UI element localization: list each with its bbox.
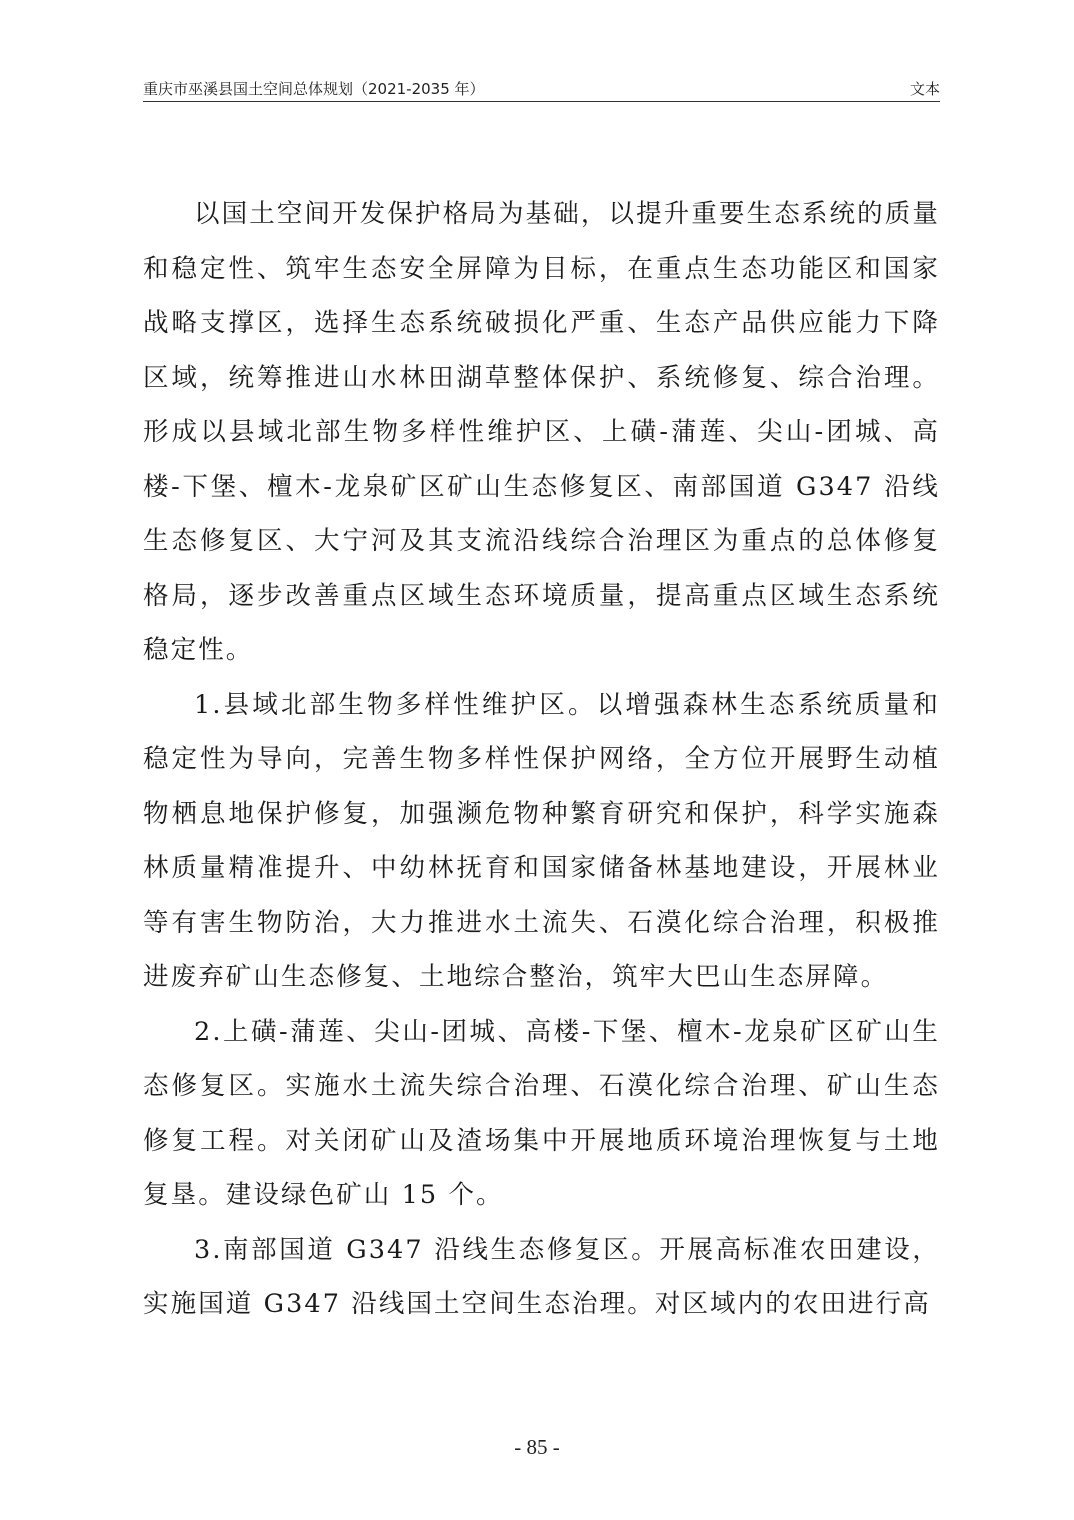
- paragraph-intro: 以国土空间开发保护格局为基础，以提升重要生态系统的质量和稳定性、筑牢生态安全屏障为目标，在重点生态功能区和国家战略支撑区，选择生态系统破损化严重、生态产品供应能力下降区域，统筹推进山水林田湖草整体保护、系统修复、综合治理。形成以县域北部生物多样性维护区、上磺-蒲莲、尖山-团城、高楼-下堡、檀木-龙泉矿区矿山生态修复区、南部国道 G347 沿线生态修复区、大宁河及其支流沿线综合治理区为重点的总体修复格局，逐步改善重点区域生态环境质量，提高重点区域生态系统稳定性。: [143, 199, 940, 665]
- document-title: 重庆市巫溪县国土空间总体规划（2021-2035 年）: [143, 80, 485, 98]
- header-divider: [143, 101, 940, 102]
- page-number: - 85 -: [514, 1435, 560, 1459]
- paragraph-item-3: 3.南部国道 G347 沿线生态修复区。开展高标准农田建设，实施国道 G347 沿线国土空间生态治理。对区域内的农田进行高: [143, 1234, 940, 1319]
- document-type-label: 文本: [909, 80, 940, 98]
- paragraph-item-2: 2.上磺-蒲莲、尖山-团城、高楼-下堡、檀木-龙泉矿区矿山生态修复区。实施水土流失综合治理、石漠化综合治理、矿山生态修复工程。对关闭矿山及渣场集中开展地质环境治理恢复与土地复垦。建设绿色矿山 15 个。: [143, 1016, 940, 1210]
- body-text: [143, 187, 940, 1332]
- paragraph-item-1: 1.县域北部生物多样性维护区。以增强森林生态系统质量和稳定性为导向，完善生物多样性保护网络，全方位开展野生动植物栖息地保护修复，加强濒危物种繁育研究和保护，科学实施森林质量精准提升、中幼林抚育和国家储备林基地建设，开展林业等有害生物防治，大力推进水土流失、石漠化综合治理，积极推进废弃矿山生态修复、土地综合整治，筑牢大巴山生态屏障。: [143, 689, 940, 992]
- running-header: [143, 78, 940, 102]
